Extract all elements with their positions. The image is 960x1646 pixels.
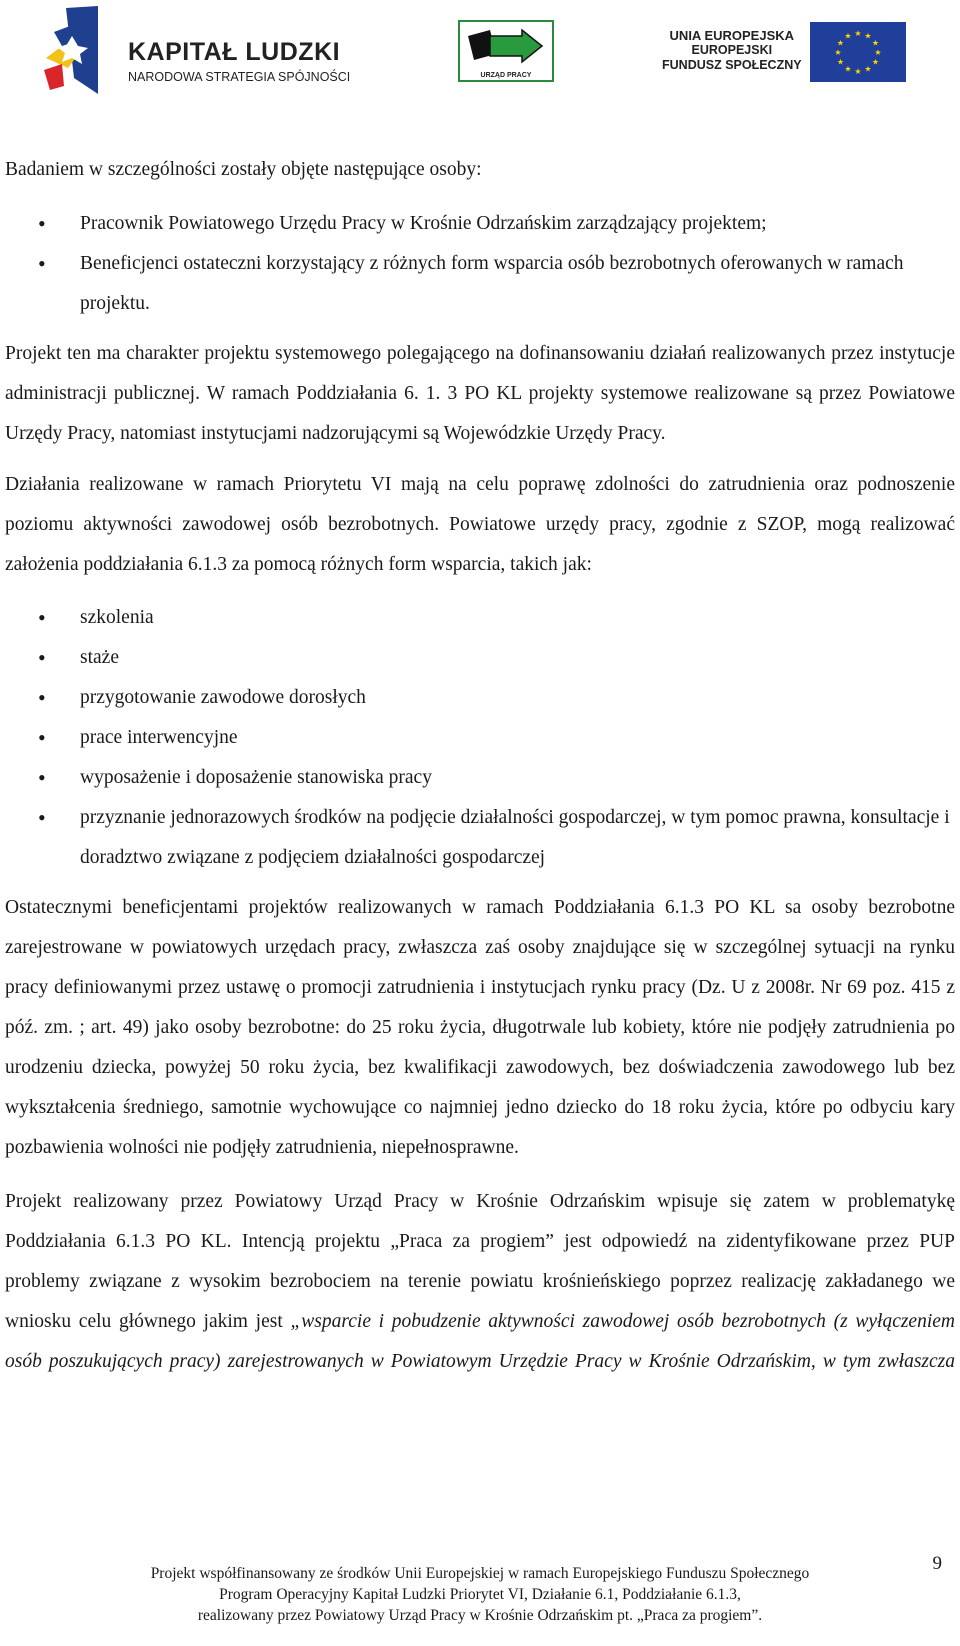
paragraph-2: Działania realizowane w ramach Priorytetu VI mają na celu poprawę zdolności do zatrudnienia oraz podnoszenie poziomu aktywności zawodowej osób bezrobotnych. Powiatowe urzędy pracy, zgodnie z SZOP, mogą realizować założenia poddziałania 6.1.3 za pomocą różnych form wsparcia, takich jak: <box>5 474 955 575</box>
svg-text:★: ★ <box>844 31 852 41</box>
eu-flag-icon <box>810 22 906 82</box>
svg-text:★: ★ <box>874 48 882 57</box>
support-forms-list <box>5 598 955 878</box>
paragraph-4-text: Projekt realizowany przez Powiatowy Urząd Pracy w Krośnie Odrzańskim wpisuje się zatem w problematykę Poddziałania 6.1.3 PO KL. Intencją projektu „Praca za progiem” jest odpowiedź na zidentyfikowane przez PUP problemy związane z wysokim bezrobociem na terenie powiatu krośnieńskiego poprzez realizację zakładanego we wniosku celu głównego jakim jest <box>5 1191 955 1332</box>
list-item: • przyznanie jednorazowych środków na podjęcie działalności gospodarczej, w tym pomoc prawna, konsultacje i doradztwo związane z podjęciem działalności gospodarczej <box>5 798 955 878</box>
list-item: • Beneficjenci ostateczni korzystający z różnych form wsparcia osób bezrobotnych oferowanych w ramach projektu. <box>5 244 955 324</box>
svg-text:★: ★ <box>836 57 845 67</box>
svg-text:★: ★ <box>834 48 842 57</box>
paragraph-4 <box>5 1182 955 1382</box>
list-item: • prace interwencyjne <box>5 718 955 758</box>
kapital-ludzki-subtitle: NARODOWA STRATEGIA SPÓJNOŚCI <box>128 70 351 84</box>
kapital-ludzki-logo <box>40 6 360 98</box>
urzad-pracy-arrow-icon <box>460 22 552 70</box>
urzad-pracy-logo <box>458 20 554 82</box>
list-item: • wyposażenie i doposażenie stanowiska pracy <box>5 758 955 798</box>
eu-line-1: UNIA EUROPEJSKA <box>669 28 795 43</box>
svg-text:★: ★ <box>854 67 862 76</box>
svg-text:★: ★ <box>871 57 880 67</box>
list-item: • przygotowanie zawodowe dorosłych <box>5 678 955 718</box>
list-item: • Pracownik Powiatowego Urzędu Pracy w Krośnie Odrzańskim zarządzający projektem; <box>5 204 955 244</box>
svg-text:★: ★ <box>844 64 852 74</box>
kapital-ludzki-star-icon <box>40 6 100 96</box>
page-number: 9 <box>932 1553 942 1574</box>
document-body <box>5 150 955 1382</box>
paragraph-1: Projekt ten ma charakter projektu systemowego polegającego na dofinansowaniu działań realizowanych przez instytucje administracji publicznej. W ramach Poddziałania 6. 1. 3 PO KL projekty systemowe realizowane są przez Powiatowe Urzędy Pracy, natomiast instytucjami nadzorującymi są Wojewódzkie Urzędy Pracy. <box>5 343 955 444</box>
intro-paragraph: Badaniem w szczególności zostały objęte następujące osoby: <box>5 159 482 180</box>
footer-line-1: Projekt współfinansowany ze środków Unii Europejskiej w ramach Europejskiego Funduszu Społecznego <box>150 1565 810 1582</box>
svg-text:★: ★ <box>854 29 862 38</box>
list-item: • staże <box>5 638 955 678</box>
eu-line-3: FUNDUSZ SPOŁECZNY <box>662 58 802 72</box>
list-item: • szkolenia <box>5 598 955 638</box>
footer-line-3: realizowany przez Powiatowy Urząd Pracy w Krośnie Odrzańskim pt. „Praca za progiem”. <box>197 1607 763 1624</box>
page-header <box>0 0 960 110</box>
persons-list <box>5 204 955 324</box>
footer-line-2: Program Operacyjny Kapitał Ludzki Priorytet VI, Działanie 6.1, Poddziałanie 6.1.3, <box>219 1586 741 1603</box>
paragraph-4-italic: „wsparcie i pobudzenie aktywności zawodowej osób bezrobotnych (z wyłączeniem osób poszukujących pracy) zarejestrowanych w Powiatowym Urzędzie Pracy w Krośnie Odrzańskim, w tym zwłaszcza <box>5 1311 955 1372</box>
paragraph-3: Ostatecznymi beneficjentami projektów realizowanych w ramach Poddziałania 6.1.3 PO KL sa osoby bezrobotne zarejestrowane w powiatowych urzędach pracy, zwłaszcza zaś osoby znajdujące się w szczególnej sytuacji na rynku pracy definiowanymi przez ustawę o promocji zatrudnienia i instytucjach rynku pracy (Dz. U z 2008r. Nr 69 poz. 415 z póź. zm. ; art. 49) jako osoby bezrobotne: do 25 roku życia, długotrwale lub kobiety, które nie podjęły zatrudnienia po urodzeniu dziecka, powyżej 50 roku życia, bez kwalifikacji zawodowych, bez doświadczenia zawodowego lub bez wykształcenia średniego, samotnie wychowujące co najmniej jedno dziecko do 18 roku życia, które po odbyciu kary pozbawienia wolności nie podjęły zatrudnienia, niepełnosprawne. <box>5 897 955 1158</box>
svg-text:★: ★ <box>864 64 872 74</box>
svg-text:★: ★ <box>864 31 872 41</box>
urzad-pracy-label: URZĄD PRACY <box>480 72 532 79</box>
svg-text:★: ★ <box>871 38 880 48</box>
page-footer <box>0 1563 960 1626</box>
eu-fund-text <box>662 28 802 73</box>
kapital-ludzki-title: KAPITAŁ LUDZKI <box>128 38 341 66</box>
svg-text:★: ★ <box>836 38 845 48</box>
eu-line-2: EUROPEJSKI <box>691 43 773 57</box>
